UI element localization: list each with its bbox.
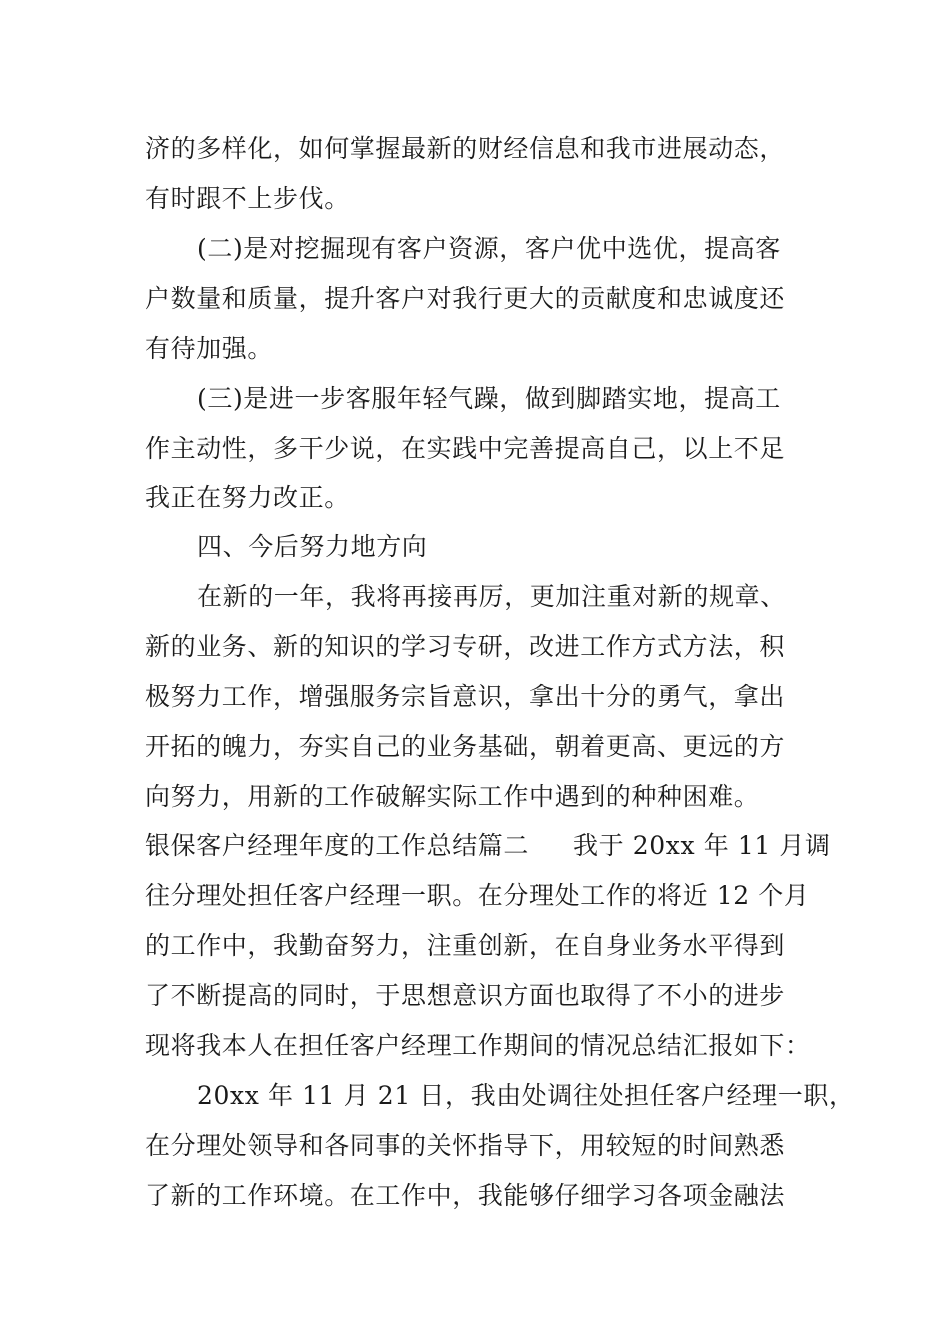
article-title-line [145, 830, 831, 862]
body-text-line: 我正在努力改正。 [145, 483, 350, 512]
body-text-line: 济的多样化，如何掌握最新的财经信息和我市进展动态， [145, 134, 786, 163]
body-text-line: 极努力工作，增强服务宗旨意识，拿出十分的勇气，拿出 [145, 682, 786, 711]
paragraph-first-line: 在新的一年，我将再接再厉，更加注重对新的规章、 [197, 582, 786, 611]
body-text-line: 向努力，用新的工作破解实际工作中遇到的种种困难。 [145, 782, 760, 811]
body-text-line: 作主动性，多干少说，在实践中完善提高自己，以上不足 [145, 434, 786, 463]
section-heading: 四、今后努力地方向 [197, 532, 428, 561]
body-text-line: 有待加强。 [145, 334, 274, 363]
body-text-line: 在分理处领导和各同事的关怀指导下，用较短的时间熟悉 [145, 1131, 786, 1160]
body-text-line: 开拓的魄力，夯实自己的业务基础，朝着更高、更远的方 [145, 732, 786, 761]
body-text-line: 新的业务、新的知识的学习专研，改进工作方式方法，积 [145, 632, 786, 661]
body-text-line: 有时跟不上步伐。 [145, 184, 350, 213]
body-text-line: 的工作中，我勤奋努力，注重创新，在自身业务水平得到 [145, 931, 786, 960]
body-text-line: 现将我本人在担任客户经理工作期间的情况总结汇报如下： [145, 1031, 811, 1060]
list-item-2-line: (二)是对挖掘现有客户资源，客户优中选优，提高客 [197, 234, 781, 263]
body-text-line: 了不断提高的同时，于思想意识方面也取得了不小的进步 [145, 981, 786, 1010]
article-title: 银保客户经理年度的工作总结篇二 [145, 831, 530, 860]
body-text-line: 往分理处担任客户经理一职。在分理处工作的将近 12 个月 [145, 881, 810, 910]
body-text-run: 我于 20xx 年 11 月调 [573, 831, 831, 860]
body-text-line: 户数量和质量，提升客户对我行更大的贡献度和忠诚度还 [145, 284, 786, 313]
body-text-line: 了新的工作环境。在工作中，我能够仔细学习各项金融法 [145, 1181, 786, 1210]
list-item-3-line: (三)是进一步客服年轻气躁，做到脚踏实地，提高工 [197, 384, 781, 413]
paragraph-first-line: 20xx 年 11 月 21 日，我由处调往处担任客户经理一职， [197, 1081, 855, 1110]
